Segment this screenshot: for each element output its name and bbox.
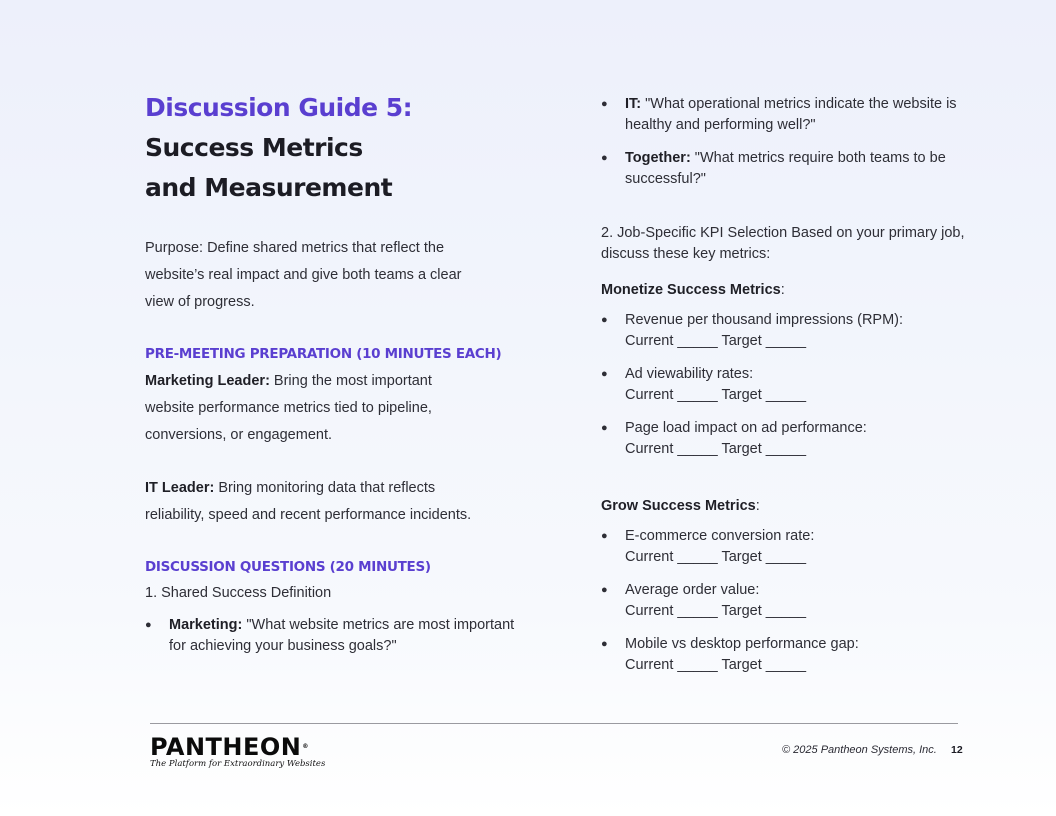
page-number: 12 — [951, 744, 963, 756]
bullet-icon: ● — [601, 530, 608, 542]
bullet-icon: ● — [601, 152, 608, 164]
monetize-metric-item — [601, 310, 971, 352]
bullet-label: Together: — [625, 150, 691, 166]
it-leader-label: IT Leader: — [145, 480, 215, 496]
metric-fill-in: Current _____ Target _____ — [625, 441, 807, 457]
bullet-icon: ● — [601, 638, 608, 650]
grow-heading-text: Grow Success Metrics — [601, 498, 756, 514]
footer-divider — [150, 723, 958, 724]
marketing-leader-label: Marketing Leader: — [145, 373, 270, 389]
purpose-paragraph — [145, 235, 515, 316]
discussion-heading: DISCUSSION QUESTIONS (20 MINUTES) — [145, 559, 431, 575]
bullet-icon: ● — [601, 422, 608, 434]
grow-metric-item — [601, 634, 971, 676]
marketing-leader-paragraph — [145, 368, 515, 449]
metric-fill-in: Current _____ Target _____ — [625, 333, 807, 349]
it-leader-paragraph — [145, 475, 515, 529]
monetize-metric-item — [601, 418, 971, 460]
pantheon-logo — [150, 734, 325, 769]
bullet-text: "What website metrics are most important for achieving your business goals?" — [169, 617, 515, 654]
marketing-leader-text: conversions, or engagement. — [145, 427, 332, 443]
logo-tagline: The Platform for Extraordinary Websites — [150, 759, 326, 769]
metric-name: Revenue per thousand impressions (RPM): — [625, 312, 904, 328]
question-bullet-together — [601, 148, 971, 190]
metric-fill-in: Current _____ Target _____ — [625, 387, 807, 403]
it-leader-text: reliability, speed and recent performance incidents. — [145, 507, 472, 523]
bullet-icon: ● — [601, 368, 608, 380]
bullet-label: Marketing: — [169, 617, 243, 633]
monetize-heading-colon: : — [780, 282, 785, 298]
logo-wordmark: PANTHEON — [150, 733, 302, 761]
left-column — [145, 88, 515, 657]
marketing-leader-text: website performance metrics tied to pipeline, — [145, 400, 432, 416]
right-column — [601, 94, 971, 676]
monetize-heading-text: Monetize Success Metrics — [601, 282, 781, 298]
title-accent: Discussion Guide 5: — [145, 93, 413, 122]
grow-heading — [601, 493, 971, 520]
purpose-line: view of progress. — [145, 294, 255, 310]
it-leader-text: Bring monitoring data that reflects — [214, 480, 436, 496]
bullet-icon: ● — [601, 314, 608, 326]
copyright-text: © 2025 Pantheon Systems, Inc. — [782, 744, 937, 756]
purpose-line: website’s real impact and give both teams a clear — [145, 267, 462, 283]
metric-name: Ad viewability rates: — [625, 366, 754, 382]
grow-metric-item — [601, 526, 971, 568]
bullet-label: IT: — [625, 96, 642, 112]
bullet-text: "What metrics require both teams to be successful?" — [625, 150, 946, 187]
metric-fill-in: Current _____ Target _____ — [625, 657, 807, 673]
question-bullet-it — [601, 94, 971, 136]
title-line-1: Success Metrics — [145, 133, 363, 162]
grow-heading-colon: : — [755, 498, 760, 514]
bullet-icon: ● — [601, 98, 608, 110]
registered-mark-icon: ® — [302, 743, 309, 750]
bullet-icon: ● — [145, 619, 152, 631]
grow-metric-item — [601, 580, 971, 622]
metric-name: Mobile vs desktop performance gap: — [625, 636, 859, 652]
question-2-title: 2. Job-Specific KPI Selection Based on your primary job, discuss these key metrics: — [601, 225, 965, 262]
monetize-heading — [601, 277, 971, 304]
marketing-leader-text: Bring the most important — [269, 373, 432, 389]
monetize-metric-item — [601, 364, 971, 406]
metric-fill-in: Current _____ Target _____ — [625, 603, 807, 619]
metric-name: Page load impact on ad performance: — [625, 420, 867, 436]
bullet-text: "What operational metrics indicate the website is healthy and performing well?" — [625, 96, 957, 133]
pre-meeting-heading: PRE-MEETING PREPARATION (10 MINUTES EACH) — [145, 346, 502, 362]
question-bullet-marketing — [145, 615, 515, 657]
title-line-2: and Measurement — [145, 173, 393, 202]
question-1-title: 1. Shared Success Definition — [145, 585, 332, 601]
bullet-icon: ● — [601, 584, 608, 596]
metric-fill-in: Current _____ Target _____ — [625, 549, 807, 565]
purpose-line: Purpose: Define shared metrics that reflect the — [145, 240, 445, 256]
metric-name: E-commerce conversion rate: — [625, 528, 815, 544]
metric-name: Average order value: — [625, 582, 760, 598]
